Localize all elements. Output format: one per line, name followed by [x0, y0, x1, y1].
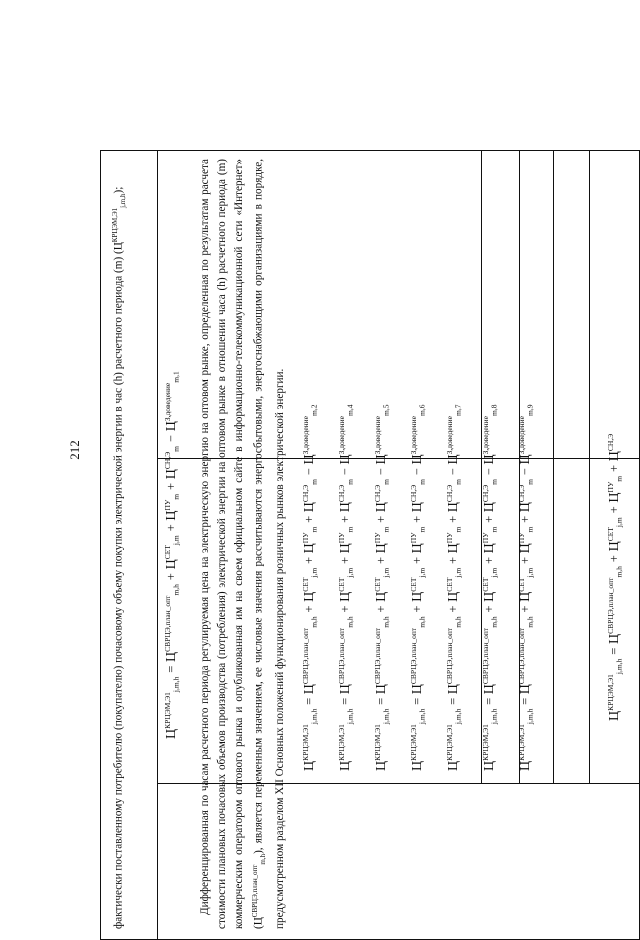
formula-row: $Ц^{КРЦЭМ,Э1}_{j,m,h}=Ц^{СВРЦЭ,план\_опт}_{m,h}+Ц^{СЕТ}_{j,m}+Ц^{ПУ}_m+Ц^{СН,Э}_m-Ц^{З,доведение}_{m,7}$ [445, 404, 463, 771]
formula-row: $Ц^{КРЦЭМ,Э1}_{j,m,h}=Ц^{СВРЦЭ,план\_опт}_{m,h}+Ц^{СЕТ}_{j,m}+Ц^{ПУ}_m+Ц^{СН,Э}_m-Ц^{З,доведение}_{m,2}$ [301, 404, 319, 771]
description-paragraph: Дифференцированная по часам расчетного периода регулируемая цена на электрическую энергию на оптовом рынке, определенная по результатам расчета стоимости плановых почасовых объемов производства (потребления) электрической энергии на оптовом рынке в отношении часа (h) расчетного периода (m) коммерческим оператором оптового рынка и опубликованная им на своем официальном сайте в информационно-телекоммуникационной сети «Интернет» $(Ц^{СВРЦЭ,план\_опт}_{m,h})$, является переменным значением, ее числовые значения рассчитываются энергосбытовыми, энергоснабжающими организациями в порядке, предусмотренном разделом XII Основных положений функционирования розничных рынков электрической энергии. [199, 159, 287, 929]
formula-row: $Ц^{КРЦЭМ,Э1}_{j,m,h}=Ц^{СВРЦЭ,план\_опт}_{m,h}+Ц^{СЕТ}_{j,m}+Ц^{ПУ}_m+Ц^{СН,Э}_m-Ц^{З,доведение}_{m,6}$ [409, 404, 427, 771]
row-divider [157, 151, 158, 939]
formula-row: $Ц^{КРЦЭМ,Э1}_{j,m,h}=Ц^{СВРЦЭ,план\_опт}_{m,h}+Ц^{СЕТ}_{j,m}+Ц^{ПУ}_m+Ц^{СН,Э}_m-Ц^{З,доведение}_{m,8}$ [481, 404, 499, 771]
rotated-table [100, 140, 640, 940]
page-number: 212 [67, 440, 82, 460]
formula-row: $Ц^{КРЦЭМ,Э1}_{j,m,h}=Ц^{СВРЦЭ,план\_опт}_{m,h}+Ц^{СЕТ}_{j,m}+Ц^{ПУ}_m+Ц^{СН,Э}_m-Ц^{З,доведение}_{m,9}$ [517, 404, 535, 771]
formula-row: $Ц^{КРЦЭМ,Э1}_{j,m,h}=Ц^{СВРЦЭ,план\_опт}_{m,h}+Ц^{СЕТ}_{j,m}+Ц^{ПУ}_m+Ц^{СН,Э}_m-Ц^{З,доведение}_{m,5}$ [373, 404, 391, 771]
intro-text: фактически поставленному потребителю (покупателю) почасовому объему покупки электрической энергии в час (h) расчетного периода (m) $(Ц^{КРЦЭМ,Э1}_{j,m,h})$; [111, 186, 127, 929]
row-divider [589, 151, 590, 784]
table-frame [100, 150, 640, 940]
row-divider [553, 151, 554, 784]
formula-final: $Ц^{КРЦЭМ,Э1}_{j,m,h} = Ц^{СВРЦЭ,план\_опт}_{m,h} + Ц^{СЕТ}_{j,m} + Ц^{ПУ}_m + Ц^{СН,Э}$ [606, 433, 624, 721]
formula-row: $Ц^{КРЦЭМ,Э1}_{j,m,h}=Ц^{СВРЦЭ,план\_опт}_{m,h}+Ц^{СЕТ}_{j,m}+Ц^{ПУ}_m+Ц^{СН,Э}_m-Ц^{З,доведение}_{m,4}$ [337, 404, 355, 771]
formula-main: $Ц^{КРЦЭМ,Э1}_{j,m,h} = Ц^{СВРЦЭ,план\_опт}_{m,h} + Ц^{СЕТ}_{j,m} + Ц^{ПУ}_m + Ц^{СН,Э}_m - Ц^{З,доведение}_{m,1}$ [163, 371, 181, 739]
